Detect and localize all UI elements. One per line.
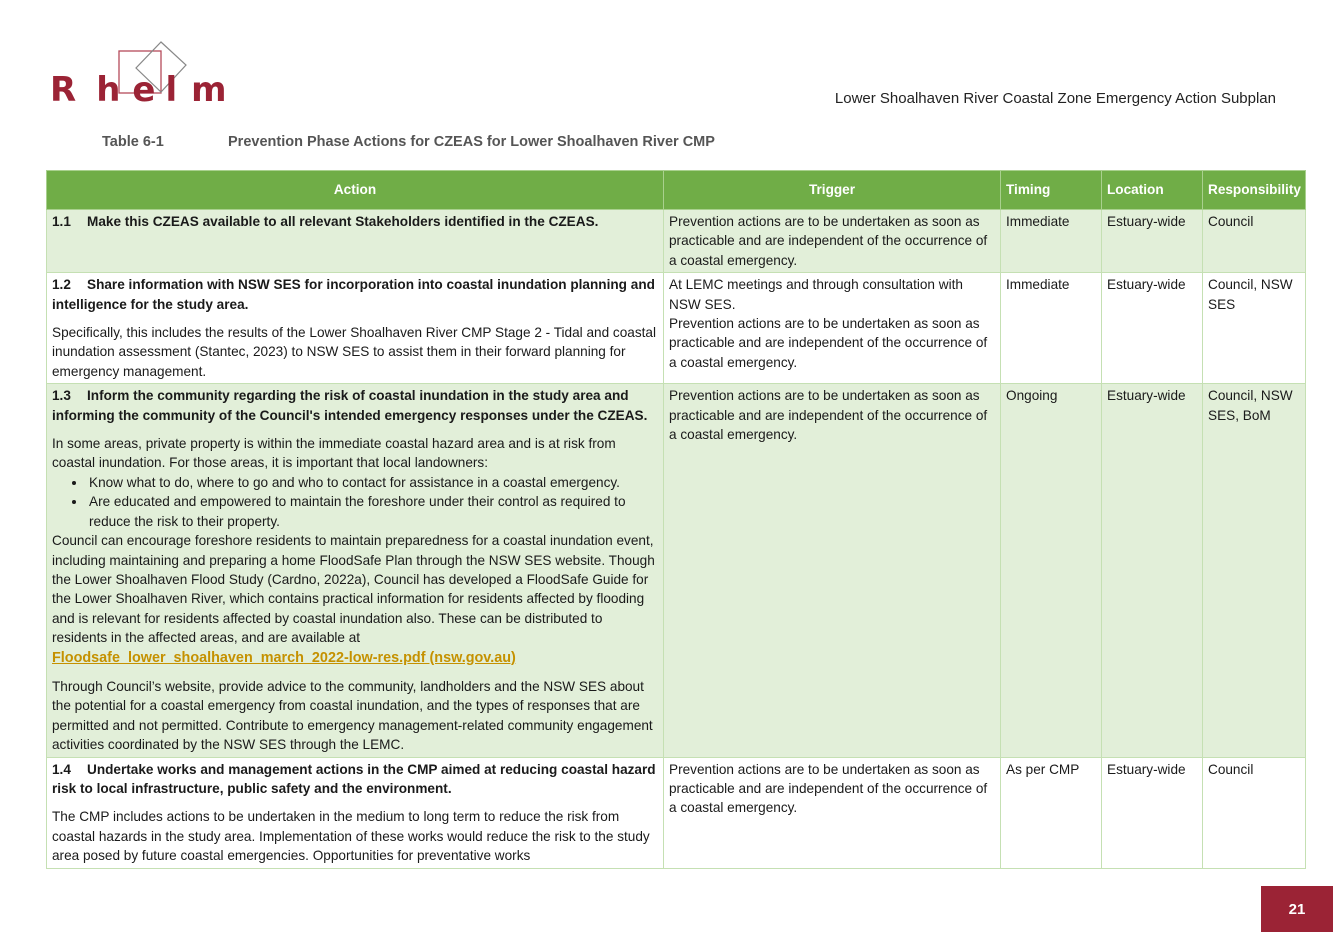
trigger-cell: Prevention actions are to be undertaken as soon as practicable and are independent of the occurrence of a coastal emergency. — [664, 210, 1001, 273]
timing-cell: Ongoing — [1001, 384, 1102, 757]
action-description: In some areas, private property is within the immediate coastal hazard area and is at risk from coastal inundation. For those areas, it is important that local landowners: — [52, 436, 616, 471]
table-row — [47, 273, 1306, 384]
col-header-action: Action — [47, 171, 664, 210]
landowner-bullet-list — [52, 473, 658, 531]
table-row — [47, 757, 1306, 868]
responsibility-cell: Council — [1203, 757, 1306, 868]
table-number: Table 6-1 — [102, 134, 164, 150]
action-cell — [47, 273, 664, 384]
action-cell — [47, 757, 664, 868]
action-description: The CMP includes actions to be undertaken in the medium to long term to reduce the risk from coastal hazards in the study area. Implementation of these works would reduce the risk to the study area posed by future coastal emergencies. Opportunities for preventative works — [52, 809, 650, 864]
location-cell: Estuary-wide — [1102, 384, 1203, 757]
action-description: Specifically, this includes the results of the Lower Shoalhaven River CMP Stage 2 - Tidal and coastal inundation assessment (Stantec, 2023) to NSW SES to assist them in their forward planning for emergency management. — [52, 325, 656, 379]
trigger-cell — [664, 273, 1001, 384]
timing-cell: As per CMP — [1001, 757, 1102, 868]
location-cell: Estuary-wide — [1102, 273, 1203, 384]
location-cell: Estuary-wide — [1102, 210, 1203, 273]
table-header-row — [47, 171, 1306, 210]
logo-text: R h e l m — [50, 70, 227, 110]
bullet-item: • Are educated and empowered to maintain the foreshore under their control as required to reduce the risk to their property. — [87, 492, 658, 531]
location-cell: Estuary-wide — [1102, 757, 1203, 868]
rhelm-logo — [48, 40, 228, 110]
responsibility-cell: Council, NSW SES — [1203, 273, 1306, 384]
action-cell — [47, 384, 664, 757]
table-caption — [102, 134, 715, 150]
action-title: 1.4 Undertake works and management actions in the CMP aimed at reducing coastal hazard risk to local infrastructure, public safety and the environment. — [52, 761, 656, 796]
trigger-cell: Prevention actions are to be undertaken as soon as practicable and are independent of the occurrence of a coastal emergency. — [664, 384, 1001, 757]
action-title: 1.1 Make this CZEAS available to all relevant Stakeholders identified in the CZEAS. — [52, 214, 599, 229]
action-title: 1.3 Inform the community regarding the risk of coastal inundation in the study area and informing the community of the Council's intended emergency responses under the CZEAS. — [52, 388, 648, 423]
document-title: Lower Shoalhaven River Coastal Zone Emergency Action Subplan — [834, 90, 1276, 107]
trigger-text: At LEMC meetings and through consultation with NSW SES. — [669, 277, 963, 312]
floodsafe-guide-link[interactable]: Floodsafe_lower_shoalhaven_march_2022-low-res.pdf (nsw.gov.au) — [52, 649, 516, 666]
col-header-location: Location — [1102, 171, 1203, 210]
timing-cell: Immediate — [1001, 273, 1102, 384]
action-description: Council can encourage foreshore residents to maintain preparedness for a coastal inundation event, including maintaining and preparing a home FloodSafe Plan through the NSW SES website. Though the Lower Shoalhaven Flood Study (Cardno, 2022a), Council has developed a FloodSafe Guide for the Lower Shoalhaven River, which contains practical information for residents affected by flooding and is relevant for residents affected by coastal inundation also. These can be distributed to residents in the affected areas, and are available at Floodsafe_lower_shoalhaven_march_2022-low-res.pdf (nsw.gov.au) — [52, 533, 655, 666]
action-description: Through Council’s website, provide advice to the community, landholders and the NSW SES about the potential for a coastal emergency from coastal inundation, and the types of responses that are permitted and not permitted. Contribute to emergency management-related community engagement activities coordinated by the NSW SES through the LEMC. — [52, 678, 653, 753]
bullet-item: • Know what to do, where to go and who to contact for assistance in a coastal emergency. — [87, 473, 658, 492]
page-number: 21 — [1261, 886, 1333, 932]
action-title: 1.2 Share information with NSW SES for incorporation into coastal inundation planning and intelligence for the study area. — [52, 277, 655, 312]
table-row — [47, 384, 1306, 757]
table-row — [47, 210, 1306, 273]
trigger-cell: Prevention actions are to be undertaken as soon as practicable and are independent of the occurrence of a coastal emergency. — [664, 757, 1001, 868]
table-title: Prevention Phase Actions for CZEAS for Lower Shoalhaven River CMP — [228, 134, 715, 150]
responsibility-cell: Council — [1203, 210, 1306, 273]
timing-cell: Immediate — [1001, 210, 1102, 273]
col-header-responsibility: Responsibility — [1203, 171, 1306, 210]
col-header-timing: Timing — [1001, 171, 1102, 210]
trigger-text: Prevention actions are to be undertaken as soon as practicable and are independent of the occurrence of a coastal emergency. — [669, 316, 988, 370]
col-header-trigger: Trigger — [664, 171, 1001, 210]
action-cell — [47, 210, 664, 273]
responsibility-cell: Council, NSW SES, BoM — [1203, 384, 1306, 757]
prevention-actions-table — [46, 170, 1306, 869]
